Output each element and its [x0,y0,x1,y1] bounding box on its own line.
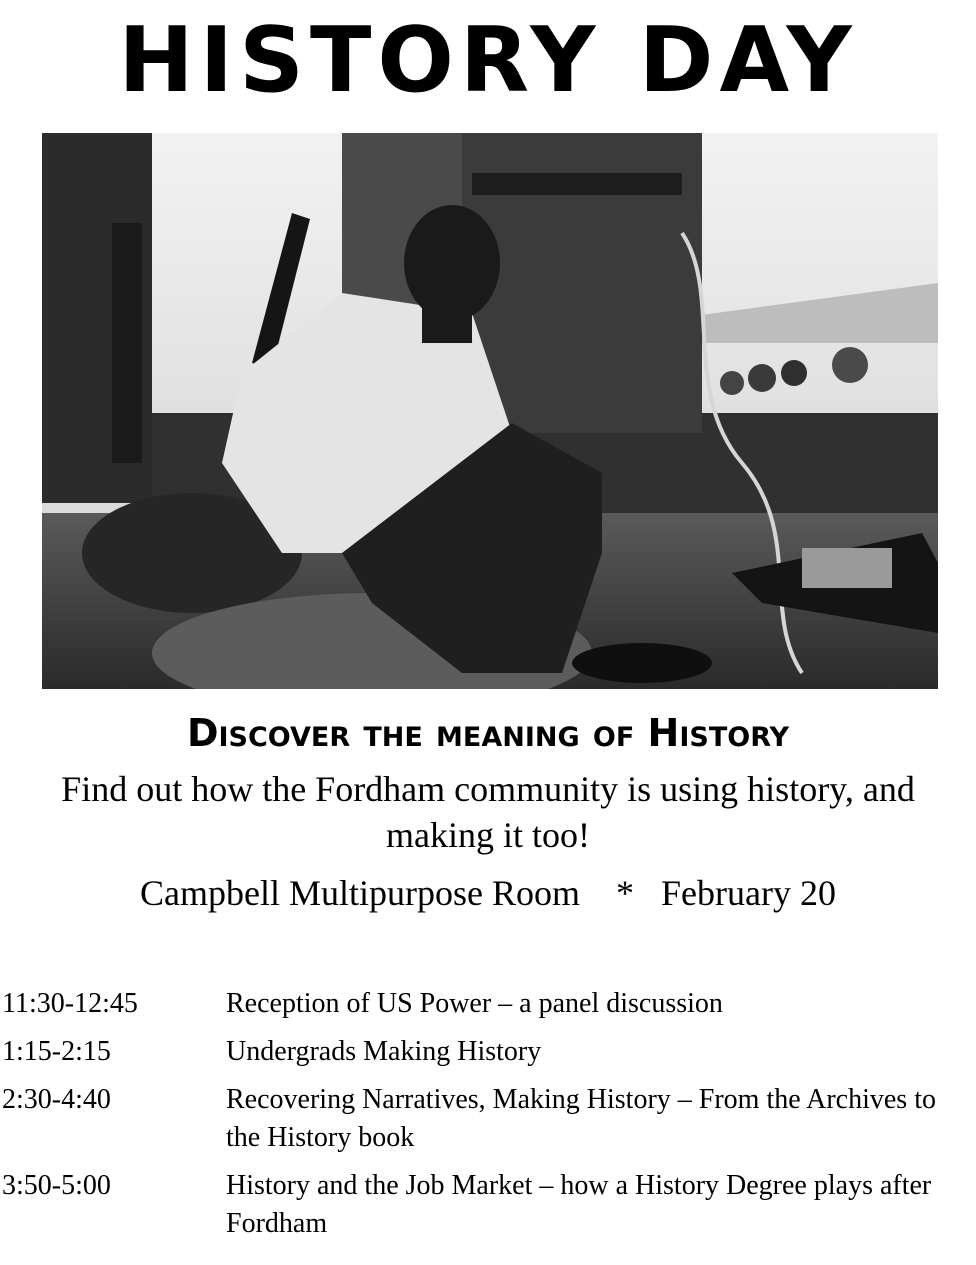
event-date: February 20 [661,873,836,913]
historical-photo [42,133,938,689]
schedule-event: History and the Job Market – how a History Degree plays after Fordham [226,1170,932,1239]
schedule-row [0,1033,976,1071]
schedule-event: Undergrads Making History [226,1036,542,1067]
separator: * [616,873,634,913]
poster-subtitle: Discover the meaning of History [186,711,790,755]
schedule-row [0,1167,976,1243]
schedule-event: Recovering Narratives, Making History – From the Archives to the History book [226,1084,936,1153]
event-location: Campbell Multipurpose Room [140,873,580,913]
schedule-event: Reception of US Power – a panel discussion [226,988,723,1019]
schedule-time: 3:50-5:00 [2,1170,111,1201]
schedule-time: 11:30-12:45 [2,988,138,1019]
poster-title: HISTORY DAY [118,8,858,113]
schedule-time: 2:30-4:40 [2,1084,111,1115]
schedule [0,985,976,1243]
event-details [0,870,976,916]
poster-tagline: Find out how the Fordham community is using history, and making it too! [61,769,915,855]
schedule-row [0,1081,976,1157]
schedule-time: 1:15-2:15 [2,1036,111,1067]
schedule-row [0,985,976,1023]
